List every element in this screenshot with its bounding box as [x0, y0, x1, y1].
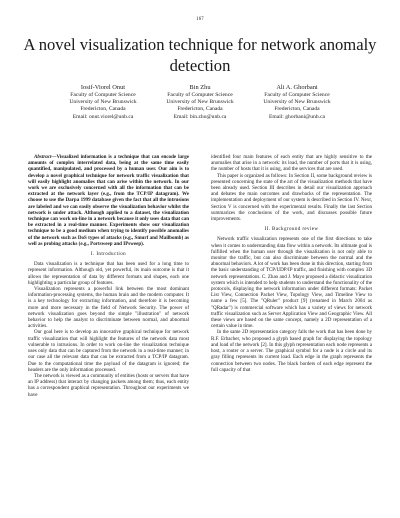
body-paragraph: Network traffic visualization represents one of the first directions to take when it comes to understanding data flow within a network. Its ultimate goal is fulfilled when the human user through the visualization is not only able to monitor the traffic, but can also discriminate between the normal and the abnormal behaviors. A lot of work has been done in this direction, starting from the basic understanding of TCP/UDP/IP traffic, and finishing with complex 3D network representations. C. Zhao and J. Mayo proposed a didactic visualization system which is intended to help students to understand the functionality of the protocols, displaying the network information under different formats: Packet List View, Connection Packet View, Topology View, and Timeline View to name a few [5]. The "QRuler" product [9] (renamed in March 2004 as "QRadar") is commercial software which has a variety of views for network traffic visualization such as Server Application View and Geographic View. All these views are based on the same concept, namely a 2D representation of a certain value in time. [211, 236, 372, 330]
author-name: Iosif-Viorel Onut [80, 84, 126, 91]
author-university: University of New Brunswick [263, 99, 331, 106]
right-column [211, 154, 372, 373]
body-paragraph: identified four main features of each entity that are highly sensitive to the anomalies that arise in a network: its load, the number of ports that it is using, the number of hosts that it is using, and the services that are used. [211, 154, 372, 173]
left-column [28, 154, 189, 398]
author-affiliation: Faculty of Computer Science [167, 92, 233, 98]
author-city: Fredericton, Canada [177, 106, 223, 113]
author-email: Email: bin.zhu@unb.ca [173, 113, 227, 120]
paper-title: A novel visualization technique for network anomaly detection [23, 35, 377, 75]
body-paragraph: Data visualization is a technique that has been used for a long time to represent information. Although old, yet powerful, its main outcome is that it allows the representation of data by different formats and shapes, each one highlighting a particular group of features. [28, 261, 189, 286]
author-university: University of New Brunswick [166, 99, 234, 106]
author-name: Ali A. Ghorbani [276, 84, 318, 91]
abstract-label: Abstract [34, 154, 52, 160]
section-heading-introduction: I. Introduction [90, 251, 127, 258]
author-email: Email: ghorbani@unb.ca [268, 113, 326, 120]
author-university: University of New Brunswick [69, 99, 137, 106]
page-number: 167 [196, 17, 204, 22]
author-affiliation: Faculty of Computer Science [70, 92, 136, 98]
abstract-text: —Visualized information is a technique that can encode large amounts of complex interrelated data, being at the same time easily quantified, manipulated, and processed by a human user. Our aim is to develop a novel graphical technique for network traffic visualization that will easily highlight anomalies that can arise within the network. In our work we are exclusively concerned with all the information that can be extracted at the network layer (e.g., from the TCP/IP datagram). We choose to use the Darpa 1999 database given the fact that all the intrusions are labeled and we can easily observe the visualization behavior whilst the network is under attack. Although applied to a dataset, the visualization technique can work on-line in a network because it only uses data that can be extracted in a real-time manner. Experiments show our visualization technique to be a good medium when trying to identify possible anomalies of the network such as DoS types of attacks (e.g., Smurf and Mailbomb) as well as probing attacks (e.g., Portsweep and IPsweep). [28, 154, 189, 247]
author-block [56, 84, 344, 121]
author-email: Email: onut.viorel@unb.ca [72, 113, 134, 120]
author-affiliation: Faculty of Computer Science [264, 92, 330, 98]
body-paragraph: Our goal here is to develop an innovative graphical technique for network traffic visualization that will highlight the features of the network data most vulnerable to intrusions. In order to work on-line the visualization technique uses only data that can be captured from the network in a real-time manner; in our case all the relevant data that can be extracted from a TCP/IP datagram. Due to the computational time the payload of the datagram is ignored; the headers are the only information processed. [28, 329, 189, 373]
author-city: Fredericton, Canada [274, 106, 320, 113]
author-2 [153, 84, 247, 121]
body-paragraph: The network is viewed as a community of entities (hosts or servers that have an IP address) that interact by changing packets among them; thus, each entity has a correspondent graphical representation. Throughout our experiments we have [28, 372, 189, 398]
author-3 [250, 84, 344, 121]
body-paragraph: Visualization represents a powerful link between the most dominant information-processing systems, the human brain and the modern computer. It is a key technology for extracting information, and therefore it is becoming more and more necessary in the field of Network Security. The power of network visualization goes beyond the simple "illustration" of network behavior to help the analyst to discriminate between normal, and abnormal activities. [28, 286, 189, 330]
body-paragraph: In the same 2D representation category falls the work that has been done by R.F. Erbacher, who proposed a glyph based graph for displaying the topology and load of the network [2]. In this glyph representation each node represents a host, a router or a server. The graphical symbol for a node is a circle and its gray filling represents its current load. Each edge in the graph represents the connection between two nodes. The black borders of each edge represent the full capacity of that [211, 329, 372, 373]
author-1 [56, 84, 150, 121]
author-city: Fredericton, Canada [80, 106, 126, 113]
author-name: Bin Zhu [189, 84, 211, 91]
section-heading-background: II. Background review [264, 226, 319, 233]
body-paragraph: This paper is organized as follows: In Section II, some background review is presented concerning the state of the art of the visualization methods that have been already used. Section III describes in detail our visualization approach and debates the main outcomes and drawbacks of the representation. The implementation and deployment of our system is described in Section IV. Next, Section V is concerned with the experimental results. Finally the last Section summarizes the conclusions of the work, and discusses possible future improvements. [211, 172, 372, 223]
abstract [28, 154, 189, 247]
